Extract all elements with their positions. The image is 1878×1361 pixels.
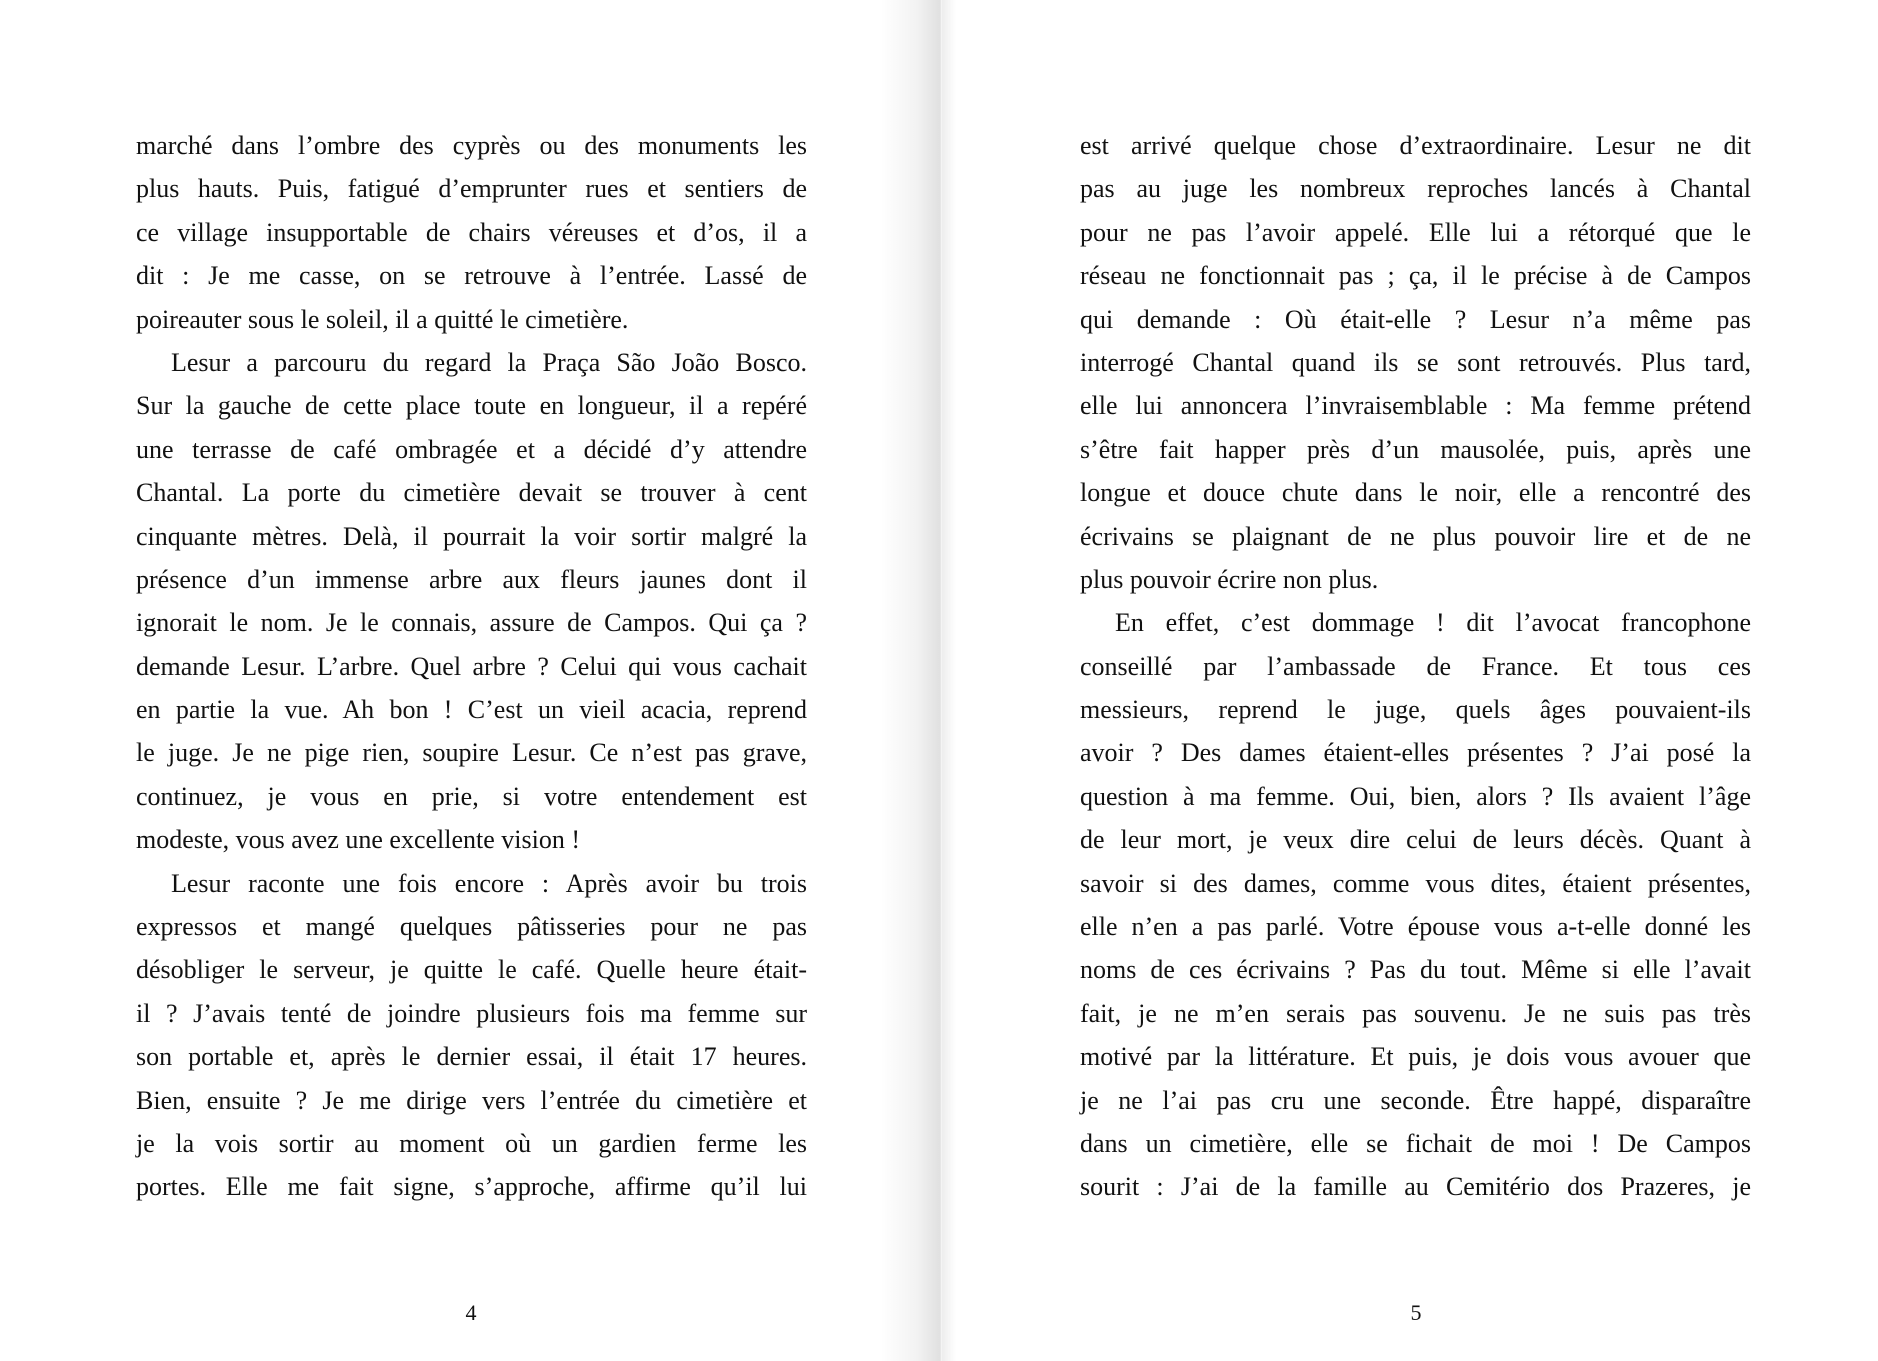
- text-line: Lesur a parcouru du regard la Praça São João Bosco.: [171, 347, 807, 377]
- text-line: il ? J’avais tenté de joindre plusieurs fois ma femme sur: [136, 998, 807, 1028]
- text-line: elle lui annoncera l’invraisemblable : Ma femme prétend: [1080, 391, 1751, 421]
- text-line: je ne l’ai pas cru une seconde. Être happé, disparaître: [1080, 1085, 1751, 1115]
- text-line: s’être fait happer près d’un mausolée, puis, après une: [1080, 434, 1751, 464]
- text-line: poireauter sous le soleil, il a quitté le cimetière.: [136, 304, 629, 334]
- text-line: son portable et, après le dernier essai, il était 17 heures.: [136, 1042, 807, 1072]
- text-line: de leur mort, je veux dire celui de leurs décès. Quant à: [1080, 825, 1751, 855]
- text-line: marché dans l’ombre des cyprès ou des monuments les: [136, 131, 807, 160]
- text-line: Chantal. La porte du cimetière devait se trouver à cent: [136, 478, 807, 508]
- book-gutter-shadow-right: [942, 0, 956, 1361]
- text-line: plus hauts. Puis, fatigué d’emprunter rues et sentiers de: [136, 174, 807, 204]
- text-line: Sur la gauche de cette place toute en longueur, il a repéré: [136, 391, 807, 421]
- text-line: portes. Elle me fait signe, s’approche, affirme qu’il lui: [136, 1172, 807, 1202]
- text-line: En effet, c’est dommage ! dit l’avocat francophone: [1115, 608, 1751, 638]
- text-line: présence d’un immense arbre aux fleurs jaunes dont il: [136, 564, 807, 594]
- text-line: désobliger le serveur, je quitte le café. Quelle heure était-: [136, 955, 807, 985]
- text-line: expressos et mangé quelques pâtisseries pour ne pas: [136, 912, 807, 942]
- text-line: sourit : J’ai de la famille au Cemitério dos Prazeres, je: [1080, 1172, 1751, 1202]
- text-line: pas au juge les nombreux reproches lancés à Chantal: [1080, 174, 1751, 204]
- text-line: motivé par la littérature. Et puis, je dois vous avouer que: [1080, 1042, 1751, 1072]
- text-line: dit : Je me casse, on se retrouve à l’entrée. Lassé de: [136, 261, 807, 291]
- left-page-text: [136, 124, 807, 1209]
- text-line: messieurs, reprend le juge, quels âges pouvaient-ils: [1080, 695, 1751, 725]
- text-line: fait, je ne m’en serais pas souvenu. Je ne suis pas très: [1080, 998, 1751, 1028]
- right-page-text: [1080, 124, 1751, 1209]
- text-line: longue et douce chute dans le noir, elle a rencontré des: [1080, 478, 1751, 508]
- text-line: cinquante mètres. Delà, il pourrait la voir sortir malgré la: [136, 521, 807, 551]
- text-line: une terrasse de café ombragée et a décidé d’y attendre: [136, 434, 807, 464]
- text-line: avoir ? Des dames étaient-elles présentes ? J’ai posé la: [1080, 738, 1751, 768]
- text-line: en partie la vue. Ah bon ! C’est un vieil acacia, reprend: [136, 695, 807, 725]
- text-line: réseau ne fonctionnait pas ; ça, il le précise à de Campos: [1080, 261, 1751, 291]
- text-line: modeste, vous avez une excellente vision !: [136, 825, 581, 855]
- text-line: pour ne pas l’avoir appelé. Elle lui a rétorqué que le: [1080, 217, 1751, 247]
- text-line: Lesur raconte une fois encore : Après avoir bu trois: [171, 868, 807, 898]
- text-line: je la vois sortir au moment où un gardien ferme les: [136, 1128, 807, 1158]
- text-line: conseillé par l’ambassade de France. Et tous ces: [1080, 651, 1751, 681]
- text-line: plus pouvoir écrire non plus.: [1080, 564, 1379, 594]
- text-line: écrivains se plaignant de ne plus pouvoir lire et de ne: [1080, 521, 1751, 551]
- text-line: Bien, ensuite ? Je me dirige vers l’entrée du cimetière et: [136, 1085, 807, 1115]
- text-line: question à ma femme. Oui, bien, alors ? Ils avaient l’âge: [1080, 781, 1751, 811]
- text-line: ignorait le nom. Je le connais, assure de Campos. Qui ça ?: [136, 608, 807, 638]
- text-line: elle n’en a pas parlé. Votre épouse vous a-t-elle donné les: [1080, 912, 1751, 942]
- text-line: demande Lesur. L’arbre. Quel arbre ? Celui qui vous cachait: [136, 651, 807, 681]
- page-number-right: 5: [1410, 1300, 1422, 1325]
- page-number-left: 4: [465, 1300, 477, 1325]
- text-line: continuez, je vous en prie, si votre entendement est: [136, 781, 807, 811]
- book-gutter-shadow: [880, 0, 942, 1361]
- text-line: est arrivé quelque chose d’extraordinaire. Lesur ne dit: [1080, 131, 1751, 160]
- text-line: interrogé Chantal quand ils se sont retrouvés. Plus tard,: [1080, 347, 1751, 377]
- text-line: ce village insupportable de chairs véreuses et d’os, il a: [136, 217, 807, 247]
- text-line: dans un cimetière, elle se fichait de moi ! De Campos: [1080, 1128, 1751, 1158]
- text-line: savoir si des dames, comme vous dites, étaient présentes,: [1080, 868, 1751, 898]
- text-line: le juge. Je ne pige rien, soupire Lesur. Ce n’est pas grave,: [136, 738, 807, 768]
- text-line: qui demande : Où était-elle ? Lesur n’a même pas: [1080, 304, 1751, 334]
- text-line: noms de ces écrivains ? Pas du tout. Même si elle l’avait: [1080, 955, 1751, 985]
